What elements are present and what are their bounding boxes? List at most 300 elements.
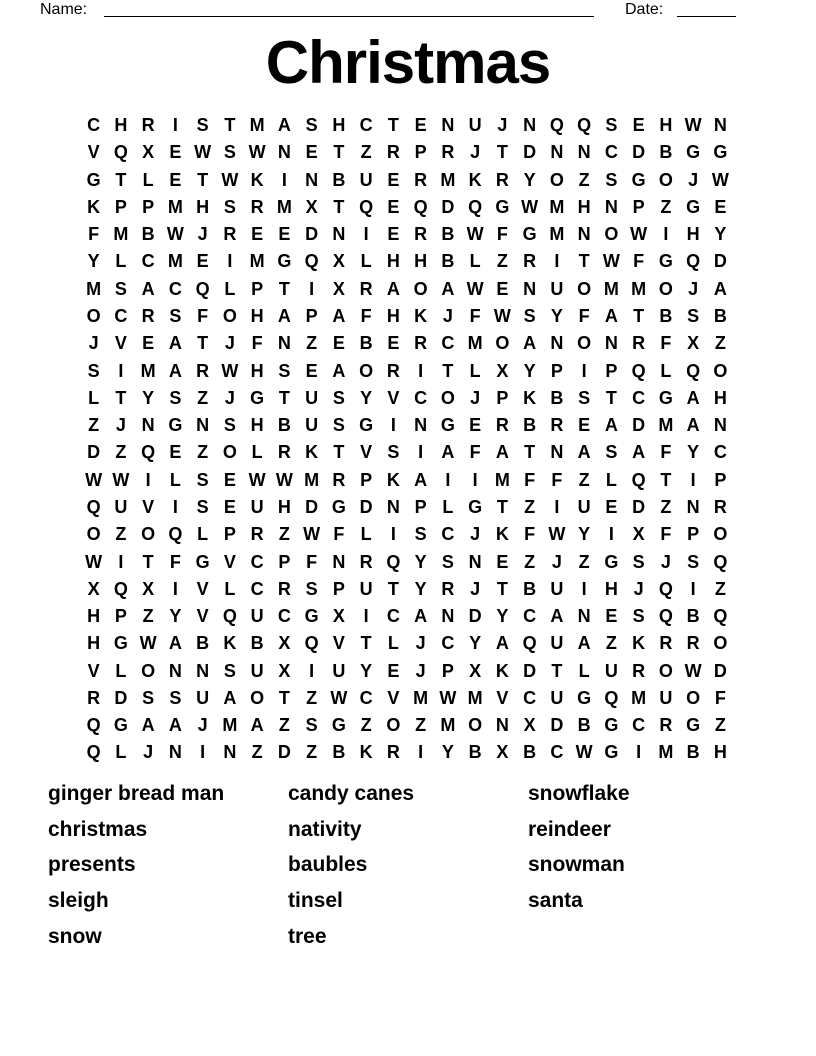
grid-letter: E [496,278,509,299]
grid-letter: Q [304,251,319,272]
grid-letter: I [581,578,587,599]
grid-letter: Y [714,224,727,245]
grid-letter: I [118,360,124,381]
grid-letter: N [577,606,591,627]
grid-letter: P [687,524,700,545]
grid-letter: Z [524,551,536,572]
grid-row [80,439,734,466]
grid-letter: B [659,142,673,163]
grid-letter: P [223,524,236,545]
grid-letter: P [114,606,127,627]
grid-row [80,112,734,139]
grid-letter: A [141,278,155,299]
grid-letter: F [660,333,672,354]
grid-letter: C [523,687,537,708]
grid-letter: G [604,715,619,736]
grid-row [80,685,734,712]
grid-letter: G [522,224,537,245]
grid-letter: F [333,524,345,545]
grid-letter: C [523,606,537,627]
grid-letter: C [441,524,455,545]
grid-letter: Z [714,715,726,736]
grid-letter: J [688,169,699,190]
grid-letter: R [141,305,155,326]
grid-letter: W [630,224,648,245]
grid-letter: N [713,115,727,135]
grid-letter: S [632,606,645,627]
grid-letter: W [85,551,103,572]
grid-letter: O [386,715,401,736]
grid-letter: V [332,633,345,654]
grid-letter: X [332,251,345,272]
grid-letter: H [250,415,264,436]
name-fill-line [104,0,594,17]
grid-letter: G [686,715,701,736]
grid-letter: S [196,469,209,490]
grid-letter: M [167,196,183,217]
grid-row [80,276,734,303]
grid-letter: O [577,278,592,299]
grid-letter: E [332,333,345,354]
grid-letter: P [142,196,155,217]
grid-letter: R [250,524,264,545]
grid-letter: A [686,387,700,408]
grid-letter: B [686,606,700,627]
grid-row [80,521,734,548]
grid-letter: W [221,169,239,190]
grid-letter: R [359,551,373,572]
grid-letter: Z [306,742,318,763]
grid-letter: P [496,387,509,408]
grid-letter: S [169,305,182,326]
grid-letter: W [711,169,729,190]
grid-letter: M [440,169,456,190]
grid-letter: U [550,633,564,654]
grid-letter: M [467,333,483,354]
grid-letter: E [223,496,236,517]
grid-letter: Z [278,715,290,736]
grid-letter: M [249,115,265,135]
grid-letter: E [605,606,618,627]
grid-row [80,630,734,657]
grid-letter: S [196,115,209,135]
grid-letter: A [168,360,182,381]
grid-letter: G [577,687,592,708]
grid-letter: D [305,224,319,245]
grid-row [80,739,734,766]
grid-letter: F [251,333,263,354]
grid-letter: B [196,633,210,654]
grid-letter: Z [524,496,536,517]
grid-letter: X [332,606,345,627]
grid-letter: Q [549,115,564,135]
grid-letter: O [577,333,592,354]
grid-letter: T [524,442,536,463]
grid-letter: T [278,278,290,299]
grid-letter: Z [578,551,590,572]
grid-letter: N [523,115,537,135]
grid-letter: X [496,742,509,763]
grid-letter: G [331,496,346,517]
grid-letter: G [250,387,265,408]
grid-letter: U [250,660,264,681]
grid-letter: F [633,251,645,272]
grid-letter: E [632,115,645,135]
grid-letter: F [169,551,181,572]
grid-letter: R [550,415,564,436]
grid-letter: A [577,442,591,463]
grid-letter: Z [415,715,427,736]
grid-letter: D [713,251,727,272]
grid-letter: T [551,660,563,681]
grid-letter: D [550,715,564,736]
grid-letter: H [659,115,673,135]
grid-letter: I [663,224,669,245]
grid-letter: J [470,142,481,163]
grid-letter: V [196,606,209,627]
grid-letter: J [442,305,453,326]
grid-letter: D [359,496,373,517]
grid-letter: C [87,115,101,135]
grid-letter: D [632,142,646,163]
grid-letter: U [550,687,564,708]
grid-row [80,167,734,194]
grid-letter: E [223,469,236,490]
grid-letter: L [469,251,481,272]
grid-letter: W [85,469,103,490]
grid-letter: K [414,305,428,326]
grid-letter: L [115,660,127,681]
grid-letter: Q [686,251,701,272]
grid-letter: B [359,333,373,354]
grid-letter: V [196,578,209,599]
grid-letter: W [248,142,266,163]
grid-letter: Q [304,633,319,654]
grid-letter: I [690,578,696,599]
grid-letter: R [87,687,101,708]
grid-row [80,330,734,357]
grid-letter: I [281,169,287,190]
grid-letter: C [277,606,291,627]
grid-letter: B [659,305,673,326]
grid-row [80,358,734,385]
grid-letter: C [250,551,264,572]
grid-letter: I [608,524,614,545]
grid-letter: O [495,333,510,354]
grid-letter: R [277,578,291,599]
grid-letter: F [660,442,672,463]
word-list-item: candy canes [288,782,415,805]
grid-letter: G [604,742,619,763]
grid-letter: R [223,224,237,245]
grid-letter: I [172,496,178,517]
grid-letter: G [304,606,319,627]
grid-letter: Z [605,633,617,654]
grid-letter: N [495,715,509,736]
grid-letter: S [305,578,318,599]
grid-letter: Y [360,660,373,681]
grid-letter: H [250,305,264,326]
grid-letter: Z [360,142,372,163]
grid-letter: D [632,415,646,436]
grid-letter: X [142,578,155,599]
grid-letter: R [414,169,428,190]
grid-letter: A [441,442,455,463]
grid-letter: O [86,305,101,326]
grid-letter: Z [115,442,127,463]
grid-letter: A [604,305,618,326]
grid-letter: J [143,742,154,763]
grid-letter: K [632,633,646,654]
grid-letter: K [87,196,101,217]
grid-letter: R [495,415,509,436]
grid-letter: A [713,278,727,299]
grid-letter: W [439,687,457,708]
grid-letter: D [523,142,537,163]
grid-letter: T [142,551,154,572]
grid-letter: I [636,742,642,763]
grid-letter: F [551,469,563,490]
grid-letter: G [440,415,455,436]
grid-letter: T [387,115,399,135]
grid-letter: L [142,169,154,190]
grid-letter: V [87,142,100,163]
grid-letter: A [686,415,700,436]
grid-letter: T [115,387,127,408]
grid-letter: S [278,360,291,381]
grid-letter: Z [251,742,263,763]
grid-letter: G [686,142,701,163]
grid-letter: L [88,387,100,408]
grid-letter: E [169,169,182,190]
grid-letter: M [222,715,238,736]
grid-letter: M [113,224,129,245]
grid-letter: M [549,196,565,217]
grid-letter: O [359,360,374,381]
grid-letter: Q [195,278,210,299]
grid-letter: U [604,660,618,681]
grid-letter: G [604,551,619,572]
grid-letter: E [278,224,291,245]
grid-letter: Y [523,360,536,381]
grid-letter: Z [197,442,209,463]
grid-letter: H [686,224,700,245]
grid-letter: B [713,305,727,326]
grid-letter: Q [522,633,537,654]
grid-letter: N [468,551,482,572]
grid-letter: D [713,660,727,681]
grid-letter: I [172,115,178,135]
grid-letter: N [577,224,591,245]
grid-letter: R [414,224,428,245]
grid-letter: I [581,360,587,381]
grid-letter: L [224,278,236,299]
grid-letter: A [277,115,291,135]
grid-letter: I [554,251,560,272]
grid-letter: X [305,196,318,217]
grid-letter: F [578,305,590,326]
date-label: Date: [625,1,664,18]
grid-letter: Q [86,742,101,763]
grid-letter: J [551,551,562,572]
word-list-item: snowflake [528,782,630,805]
grid-letter: F [360,305,372,326]
grid-letter: T [360,633,372,654]
grid-letter: W [466,278,484,299]
grid-letter: E [305,142,318,163]
grid-letter: Z [496,251,508,272]
grid-letter: A [414,469,428,490]
grid-letter: K [523,387,537,408]
grid-letter: G [495,196,510,217]
grid-letter: I [472,469,478,490]
grid-letter: R [632,333,646,354]
grid-letter: T [278,387,290,408]
grid-letter: N [523,278,537,299]
grid-letter: N [223,742,237,763]
grid-letter: P [414,496,427,517]
grid-letter: F [306,551,318,572]
grid-letter: K [250,169,264,190]
grid-letter: J [197,715,208,736]
grid-row [80,385,734,412]
grid-letter: X [142,142,155,163]
grid-letter: J [660,551,671,572]
grid-letter: N [168,742,182,763]
grid-letter: R [386,742,400,763]
grid-letter: R [277,442,291,463]
grid-letter: A [332,360,346,381]
grid-letter: R [659,715,673,736]
grid-letter: A [414,606,428,627]
grid-letter: B [250,633,264,654]
grid-letter: T [197,333,209,354]
grid-letter: O [141,524,156,545]
grid-letter: S [223,196,236,217]
grid-letter: G [658,387,673,408]
grid-letter: G [113,633,128,654]
grid-letter: A [332,305,346,326]
grid-letter: N [332,224,346,245]
grid-letter: H [713,387,727,408]
grid-letter: Q [222,606,237,627]
grid-letter: E [169,142,182,163]
grid-letter: F [524,469,536,490]
grid-letter: A [495,633,509,654]
grid-letter: O [713,360,728,381]
grid-letter: T [333,196,345,217]
grid-letter: S [605,442,618,463]
grid-letter: R [141,115,155,135]
grid-letter: S [441,551,454,572]
grid-letter: O [222,442,237,463]
grid-letter: S [578,387,591,408]
grid-letter: Q [168,524,183,545]
grid-letter: G [631,169,646,190]
grid-letter: P [632,196,645,217]
grid-letter: C [250,578,264,599]
grid-letter: I [172,578,178,599]
grid-letter: S [223,660,236,681]
grid-letter: Y [169,606,182,627]
grid-letter: Q [713,606,728,627]
grid-letter: E [387,224,400,245]
grid-letter: Z [142,606,154,627]
grid-letter: H [114,115,128,135]
grid-letter: Z [306,687,318,708]
grid-letter: J [470,387,481,408]
grid-letter: X [278,633,291,654]
grid-letter: B [523,415,537,436]
grid-letter: O [658,169,673,190]
grid-letter: T [387,578,399,599]
grid-letter: S [605,115,618,135]
grid-letter: Z [88,415,100,436]
grid-letter: N [277,142,291,163]
grid-letter: D [305,496,319,517]
grid-letter: Q [658,606,673,627]
grid-letter: V [496,687,509,708]
grid-letter: U [659,687,673,708]
word-list-item: snowman [528,853,625,877]
grid-letter: C [604,142,618,163]
grid-letter: C [114,305,128,326]
grid-letter: H [386,305,400,326]
word-column-2 [288,776,414,954]
grid-letter: I [145,469,151,490]
grid-letter: T [278,687,290,708]
grid-letter: F [714,687,726,708]
grid-letter: Y [469,633,482,654]
grid-letter: E [714,196,727,217]
grid-letter: O [604,224,619,245]
grid-letter: L [578,660,590,681]
grid-letter: N [332,551,346,572]
grid-letter: B [523,578,537,599]
grid-letter: S [196,496,209,517]
grid-letter: Q [86,496,101,517]
grid-letter: M [413,687,429,708]
grid-letter: S [142,687,155,708]
grid-letter: N [414,415,428,436]
grid-letter: Z [578,169,590,190]
grid-letter: G [168,415,183,436]
grid-letter: W [493,305,511,326]
grid-letter: Z [360,715,372,736]
grid-letter: V [387,387,400,408]
grid-letter: P [441,660,454,681]
grid-letter: W [221,360,239,381]
grid-letter: E [169,442,182,463]
grid-letter: W [166,224,184,245]
grid-letter: T [442,360,454,381]
grid-letter: S [523,305,536,326]
grid-letter: N [577,142,591,163]
grid-letter: G [195,551,210,572]
grid-letter: W [684,115,702,135]
grid-letter: A [632,442,646,463]
grid-letter: Q [468,196,483,217]
grid-letter: L [442,496,454,517]
word-column-3 [528,776,630,919]
grid-letter: F [197,305,209,326]
grid-letter: N [305,169,319,190]
grid-letter: U [550,578,564,599]
grid-letter: M [140,360,156,381]
grid-letter: O [413,278,428,299]
grid-letter: H [87,606,101,627]
grid-letter: F [524,524,536,545]
